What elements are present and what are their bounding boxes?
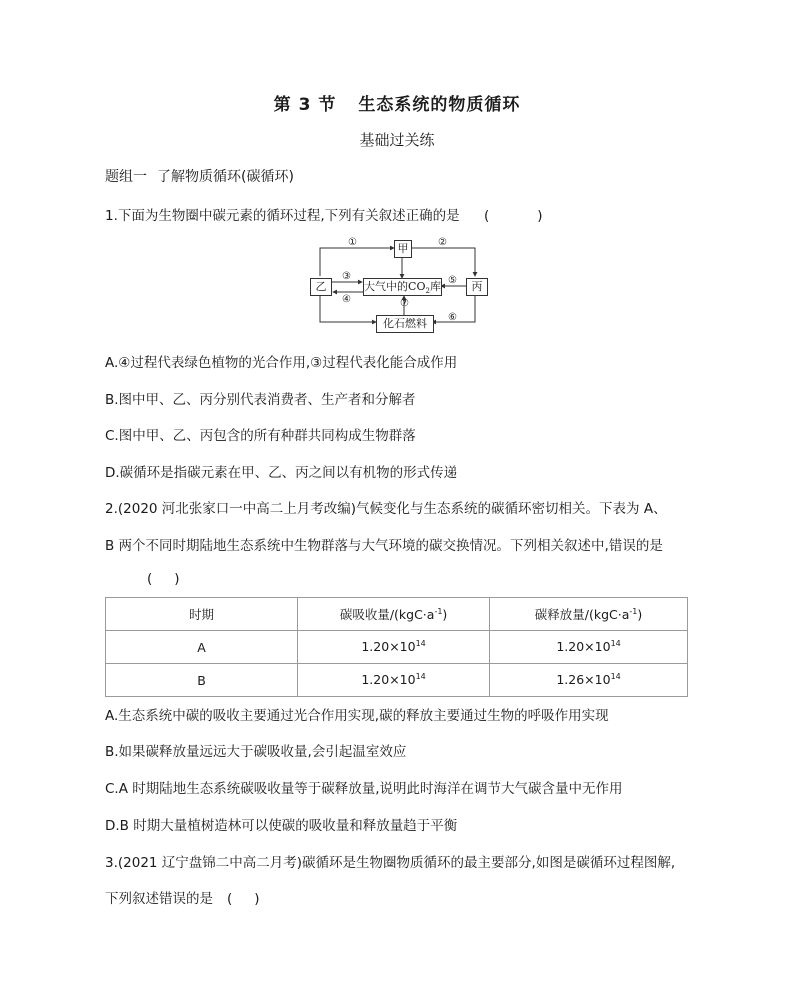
- carbon-cycle-diagram: [308, 238, 490, 334]
- q2-option-c: C.A 时期陆地生态系统碳吸收量等于碳释放量,说明此时海洋在调节大气碳含量中无作用: [105, 781, 623, 797]
- page-subtitle: 基础过关练: [359, 131, 435, 149]
- table-header-cell: 碳吸收量$/(kgC\cdot a^{-1})$: [298, 598, 490, 631]
- group-label: 题组一: [105, 169, 147, 185]
- page-title: [0, 90, 794, 115]
- table-cell: A: [106, 631, 298, 664]
- q1-stem: 1.下面为生物圈中碳元素的循环过程,下列有关叙述正确的是 ( ): [105, 208, 543, 224]
- label-2: ②: [438, 237, 447, 248]
- table-header-row: [106, 598, 688, 631]
- table-header-cell: 时期: [106, 598, 298, 631]
- section-name: 生态系统的物质循环: [358, 95, 521, 115]
- table-cell: $1.20\times 10^{14}$: [298, 664, 490, 697]
- node-co2-pool: 大气中的$CO_2$库: [364, 280, 441, 296]
- q3-stem-line2: 下列叙述错误的是 ( ): [105, 891, 260, 907]
- answer-bracket-close: ): [537, 208, 543, 224]
- q2-stem-line1: 2.(2020 河北张家口一中高二上月考改编)气候变化与生态系统的碳循环密切相关。下表为 A、: [105, 501, 667, 517]
- arrow-2: [410, 248, 475, 276]
- label-3: ③: [342, 271, 351, 282]
- carbon-exchange-table: [105, 597, 688, 697]
- label-4: ④: [342, 294, 351, 305]
- table-cell: B: [106, 664, 298, 697]
- table-row: [106, 664, 688, 697]
- q1-option-d: D.碳循环是指碳元素在甲、乙、丙之间以有机物的形式传递: [105, 465, 458, 481]
- answer-bracket-open: (: [483, 208, 490, 224]
- answer-bracket-close: ): [174, 571, 180, 587]
- label-6: ⑥: [448, 312, 457, 323]
- table-cell: $1.20\times 10^{14}$: [490, 631, 688, 664]
- answer-bracket-open: (: [147, 571, 153, 587]
- group-topic: 了解物质循环(碳循环): [157, 169, 294, 185]
- label-1: ①: [348, 237, 357, 248]
- answer-bracket-close: ): [254, 891, 260, 907]
- q1-option-c: C.图中甲、乙、丙包含的所有种群共同构成生物群落: [105, 428, 416, 444]
- answer-bracket-open: (: [227, 891, 233, 907]
- table-cell: $1.20\times 10^{14}$: [298, 631, 490, 664]
- table-row: [106, 631, 688, 664]
- node-jia: 甲: [394, 240, 412, 258]
- table-header-cell: 碳释放量$/(kgC\cdot a^{-1})$: [490, 598, 688, 631]
- q2-answer-bracket: [147, 571, 180, 587]
- label-7: ⑦: [400, 298, 409, 309]
- label-5: ⑤: [448, 275, 457, 286]
- q1-option-a: A.④过程代表绿色植物的光合作用,③过程代表化能合成作用: [105, 355, 458, 371]
- node-bing: 丙: [466, 278, 488, 296]
- node-fossil-fuel: 化石燃料: [376, 315, 434, 333]
- question-group-heading: [105, 166, 294, 186]
- q2-option-d: D.B 时期大量植树造林可以使碳的吸收量和释放量趋于平衡: [105, 818, 458, 834]
- node-yi: 乙: [310, 278, 332, 296]
- q2-stem-line2: B 两个不同时期陆地生态系统中生物群落与大气环境的碳交换情况。下列相关叙述中,错误的是: [105, 538, 663, 554]
- arrow-1: [320, 248, 394, 276]
- table-cell: $1.26\times 10^{14}$: [490, 664, 688, 697]
- q2-option-b: B.如果碳释放量远远大于碳吸收量,会引起温室效应: [105, 744, 407, 760]
- section-number: 第 3 节: [273, 95, 337, 115]
- q3-stem-line1: 3.(2021 辽宁盘锦二中高二月考)碳循环是生物圈物质循环的最主要部分,如图是碳循环过程图解,: [105, 855, 676, 871]
- q1-option-b: B.图中甲、乙、丙分别代表消费者、生产者和分解者: [105, 392, 416, 408]
- q2-option-a: A.生态系统中碳的吸收主要通过光合作用实现,碳的释放主要通过生物的呼吸作用实现: [105, 708, 609, 724]
